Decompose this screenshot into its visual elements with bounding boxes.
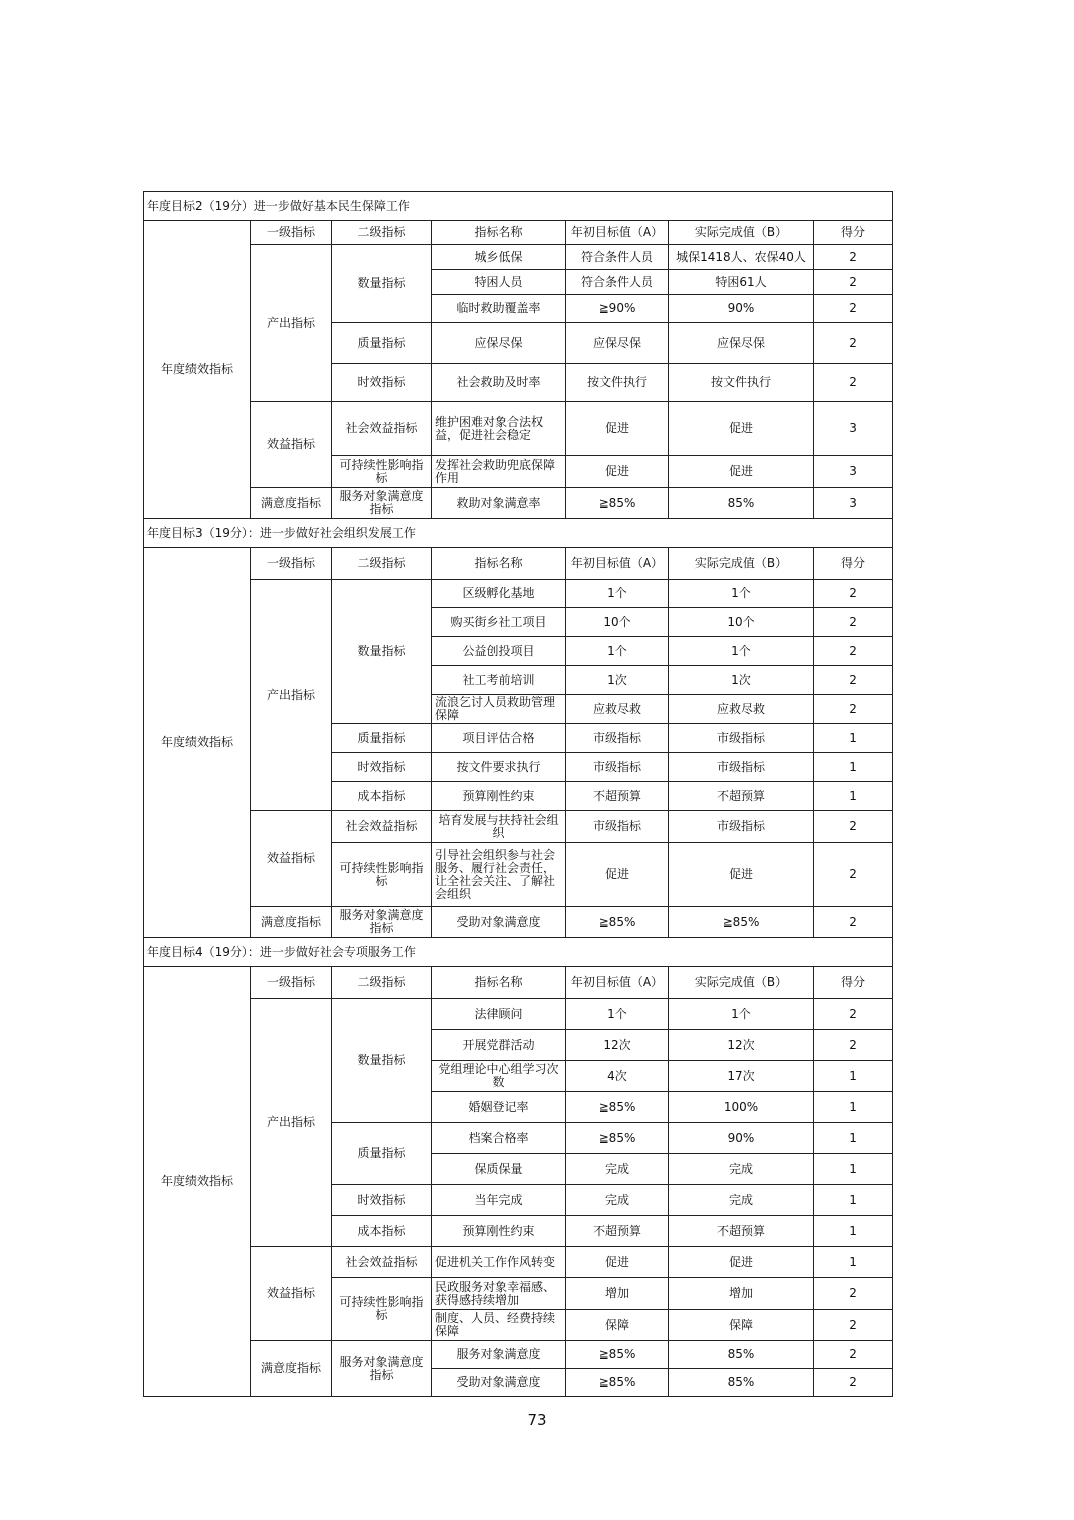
target-value: 促进 [566, 402, 669, 456]
target-value: 1个 [566, 999, 669, 1030]
score: 1 [814, 1185, 893, 1216]
header-level2: 二级指标 [332, 548, 432, 580]
target-value: 保障 [566, 1310, 669, 1341]
indicator-name: 促进机关工作作风转变 [432, 1247, 566, 1278]
level2-sustain: 可持续性影响指标 [332, 843, 432, 907]
indicator-name: 城乡低保 [432, 245, 566, 270]
target-value: 不超预算 [566, 782, 669, 811]
score: 1 [814, 1247, 893, 1278]
actual-value: 不超预算 [669, 782, 814, 811]
indicator-name: 购买街乡社工项目 [432, 608, 566, 637]
target-value: 应保尽保 [566, 323, 669, 364]
table-row [144, 907, 893, 938]
indicator-name: 保质保量 [432, 1154, 566, 1185]
target-value: 1个 [566, 580, 669, 608]
actual-value: 1个 [669, 580, 814, 608]
indicator-name: 流浪乞讨人员救助管理保障 [432, 695, 566, 724]
actual-value: 90% [669, 295, 814, 323]
target-value: 1个 [566, 637, 669, 666]
header-name: 指标名称 [432, 548, 566, 580]
header-level1: 一级指标 [251, 967, 332, 999]
indicator-name: 项目评估合格 [432, 724, 566, 753]
header-name: 指标名称 [432, 221, 566, 245]
level2-quality: 质量指标 [332, 724, 432, 753]
target-value: 促进 [566, 1247, 669, 1278]
indicator-name: 制度、人员、经费持续保障 [432, 1310, 566, 1341]
actual-value: 市级指标 [669, 811, 814, 843]
header-score: 得分 [814, 967, 893, 999]
level2-quality: 质量指标 [332, 323, 432, 364]
score: 2 [814, 695, 893, 724]
level1-benefit: 效益指标 [251, 402, 332, 488]
score: 2 [814, 270, 893, 295]
indicator-name: 区级孵化基地 [432, 580, 566, 608]
goal-title: 年度目标4（19分）：进一步做好社会专项服务工作 [144, 938, 893, 967]
score: 2 [814, 666, 893, 695]
score: 2 [814, 1341, 893, 1369]
target-value: 完成 [566, 1154, 669, 1185]
target-value: 促进 [566, 456, 669, 488]
actual-value: 85% [669, 1369, 814, 1397]
score: 1 [814, 724, 893, 753]
level1-satisfaction: 满意度指标 [251, 1341, 332, 1397]
target-value: ≧85% [566, 1369, 669, 1397]
actual-value: 不超预算 [669, 1216, 814, 1247]
indicator-name: 预算刚性约束 [432, 1216, 566, 1247]
target-value: 符合条件人员 [566, 245, 669, 270]
score: 1 [814, 1123, 893, 1154]
header-level2: 二级指标 [332, 967, 432, 999]
header-score: 得分 [814, 548, 893, 580]
target-value: 市级指标 [566, 724, 669, 753]
actual-value: 1个 [669, 999, 814, 1030]
score: 1 [814, 782, 893, 811]
header-level1: 一级指标 [251, 221, 332, 245]
level2-timeliness: 时效指标 [332, 1185, 432, 1216]
score: 2 [814, 637, 893, 666]
score: 2 [814, 907, 893, 938]
level1-satisfaction: 满意度指标 [251, 488, 332, 519]
indicator-name: 当年完成 [432, 1185, 566, 1216]
header-level1: 一级指标 [251, 548, 332, 580]
target-value: ≧90% [566, 295, 669, 323]
actual-value: 促进 [669, 1247, 814, 1278]
level2-quality: 质量指标 [332, 1123, 432, 1185]
header-row [144, 221, 893, 245]
level2-sustain: 可持续性影响指标 [332, 456, 432, 488]
score: 3 [814, 488, 893, 519]
level2-timeliness: 时效指标 [332, 753, 432, 782]
target-value: 增加 [566, 1278, 669, 1310]
indicator-name: 维护困难对象合法权益，促进社会稳定 [432, 402, 566, 456]
level2-cost: 成本指标 [332, 782, 432, 811]
indicator-name: 社工考前培训 [432, 666, 566, 695]
target-value: ≧85% [566, 907, 669, 938]
table-row [144, 811, 893, 843]
actual-value: 100% [669, 1092, 814, 1123]
score: 2 [814, 364, 893, 402]
level2-quantity: 数量指标 [332, 580, 432, 724]
header-actual: 实际完成值（B） [669, 548, 814, 580]
score: 3 [814, 456, 893, 488]
level1-benefit: 效益指标 [251, 811, 332, 907]
goal-title-row [144, 938, 893, 967]
level2-quantity: 数量指标 [332, 999, 432, 1123]
score: 1 [814, 753, 893, 782]
score: 1 [814, 1061, 893, 1092]
indicator-name: 预算刚性约束 [432, 782, 566, 811]
actual-value: 促进 [669, 843, 814, 907]
header-actual: 实际完成值（B） [669, 221, 814, 245]
level2-sustain: 可持续性影响指标 [332, 1278, 432, 1341]
score: 1 [814, 1216, 893, 1247]
indicator-name: 受助对象满意度 [432, 1369, 566, 1397]
indicator-name: 按文件要求执行 [432, 753, 566, 782]
target-value: 市级指标 [566, 753, 669, 782]
indicator-name: 特困人员 [432, 270, 566, 295]
target-value: 市级指标 [566, 811, 669, 843]
indicator-name: 临时救助覆盖率 [432, 295, 566, 323]
section-label: 年度绩效指标 [144, 548, 251, 938]
actual-value: 城保1418人、农保40人 [669, 245, 814, 270]
score: 2 [814, 323, 893, 364]
header-score: 得分 [814, 221, 893, 245]
indicator-name: 法律顾问 [432, 999, 566, 1030]
indicator-name: 党组理论中心组学习次数 [432, 1061, 566, 1092]
actual-value: 完成 [669, 1154, 814, 1185]
score: 2 [814, 843, 893, 907]
target-value: 完成 [566, 1185, 669, 1216]
actual-value: 增加 [669, 1278, 814, 1310]
indicator-name: 受助对象满意度 [432, 907, 566, 938]
header-target: 年初目标值（A） [566, 967, 669, 999]
target-value: 促进 [566, 843, 669, 907]
level2-service: 服务对象满意度指标 [332, 1341, 432, 1397]
indicator-name: 引导社会组织参与社会服务、履行社会责任，让全社会关注、了解社会组织 [432, 843, 566, 907]
target-value: 12次 [566, 1030, 669, 1061]
level2-cost: 成本指标 [332, 1216, 432, 1247]
indicator-name: 档案合格率 [432, 1123, 566, 1154]
actual-value: 17次 [669, 1061, 814, 1092]
actual-value: 10个 [669, 608, 814, 637]
actual-value: 85% [669, 488, 814, 519]
table-row [144, 999, 893, 1030]
level1-satisfaction: 满意度指标 [251, 907, 332, 938]
goal-title: 年度目标3（19分）：进一步做好社会组织发展工作 [144, 519, 893, 548]
actual-value: 促进 [669, 456, 814, 488]
header-name: 指标名称 [432, 967, 566, 999]
section-label: 年度绩效指标 [144, 967, 251, 1397]
level1-benefit: 效益指标 [251, 1247, 332, 1341]
level2-social: 社会效益指标 [332, 1247, 432, 1278]
target-value: 10个 [566, 608, 669, 637]
table-row [144, 245, 893, 270]
score: 2 [814, 1310, 893, 1341]
score: 3 [814, 402, 893, 456]
page-number: 73 [527, 1411, 547, 1429]
target-value: ≧85% [566, 1341, 669, 1369]
score: 2 [814, 811, 893, 843]
indicator-name: 服务对象满意度 [432, 1341, 566, 1369]
score: 2 [814, 999, 893, 1030]
level2-service: 服务对象满意度指标 [332, 488, 432, 519]
score: 2 [814, 1369, 893, 1397]
indicator-name: 培育发展与扶持社会组织 [432, 811, 566, 843]
performance-indicator-table [143, 191, 893, 1397]
actual-value: 1个 [669, 637, 814, 666]
score: 2 [814, 580, 893, 608]
target-value: 不超预算 [566, 1216, 669, 1247]
level1-output: 产出指标 [251, 999, 332, 1247]
score: 2 [814, 608, 893, 637]
indicator-name: 公益创投项目 [432, 637, 566, 666]
header-target: 年初目标值（A） [566, 548, 669, 580]
actual-value: 市级指标 [669, 724, 814, 753]
level2-social: 社会效益指标 [332, 402, 432, 456]
target-value: ≧85% [566, 1092, 669, 1123]
score: 2 [814, 1030, 893, 1061]
header-target: 年初目标值（A） [566, 221, 669, 245]
actual-value: 完成 [669, 1185, 814, 1216]
actual-value: 90% [669, 1123, 814, 1154]
target-value: 1次 [566, 666, 669, 695]
actual-value: 市级指标 [669, 753, 814, 782]
score: 1 [814, 1092, 893, 1123]
table-row [144, 1341, 893, 1369]
actual-value: 12次 [669, 1030, 814, 1061]
level2-timeliness: 时效指标 [332, 364, 432, 402]
header-row [144, 967, 893, 999]
indicator-name: 社会救助及时率 [432, 364, 566, 402]
goal-title-row [144, 519, 893, 548]
goal-title-row [144, 192, 893, 221]
level1-output: 产出指标 [251, 580, 332, 811]
header-actual: 实际完成值（B） [669, 967, 814, 999]
target-value: 应救尽救 [566, 695, 669, 724]
actual-value: 85% [669, 1341, 814, 1369]
score: 2 [814, 245, 893, 270]
target-value: 符合条件人员 [566, 270, 669, 295]
actual-value: 保障 [669, 1310, 814, 1341]
indicator-name: 救助对象满意率 [432, 488, 566, 519]
actual-value: 特困61人 [669, 270, 814, 295]
level2-quantity: 数量指标 [332, 245, 432, 323]
actual-value: 促进 [669, 402, 814, 456]
indicator-name: 婚姻登记率 [432, 1092, 566, 1123]
actual-value: ≧85% [669, 907, 814, 938]
level2-service: 服务对象满意度指标 [332, 907, 432, 938]
target-value: 4次 [566, 1061, 669, 1092]
header-level2: 二级指标 [332, 221, 432, 245]
indicator-name: 应保尽保 [432, 323, 566, 364]
indicator-name: 开展党群活动 [432, 1030, 566, 1061]
table-row [144, 580, 893, 608]
actual-value: 按文件执行 [669, 364, 814, 402]
score: 1 [814, 1154, 893, 1185]
target-value: 按文件执行 [566, 364, 669, 402]
level1-output: 产出指标 [251, 245, 332, 402]
target-value: ≧85% [566, 488, 669, 519]
actual-value: 应保尽保 [669, 323, 814, 364]
goal-title: 年度目标2（19分）进一步做好基本民生保障工作 [144, 192, 893, 221]
actual-value: 1次 [669, 666, 814, 695]
score: 2 [814, 295, 893, 323]
header-row [144, 548, 893, 580]
table-row [144, 488, 893, 519]
indicator-name: 发挥社会救助兜底保障作用 [432, 456, 566, 488]
table-row [144, 1247, 893, 1278]
level2-social: 社会效益指标 [332, 811, 432, 843]
section-label: 年度绩效指标 [144, 221, 251, 519]
actual-value: 应救尽救 [669, 695, 814, 724]
indicator-name: 民政服务对象幸福感、获得感持续增加 [432, 1278, 566, 1310]
table-row [144, 402, 893, 456]
target-value: ≧85% [566, 1123, 669, 1154]
score: 2 [814, 1278, 893, 1310]
